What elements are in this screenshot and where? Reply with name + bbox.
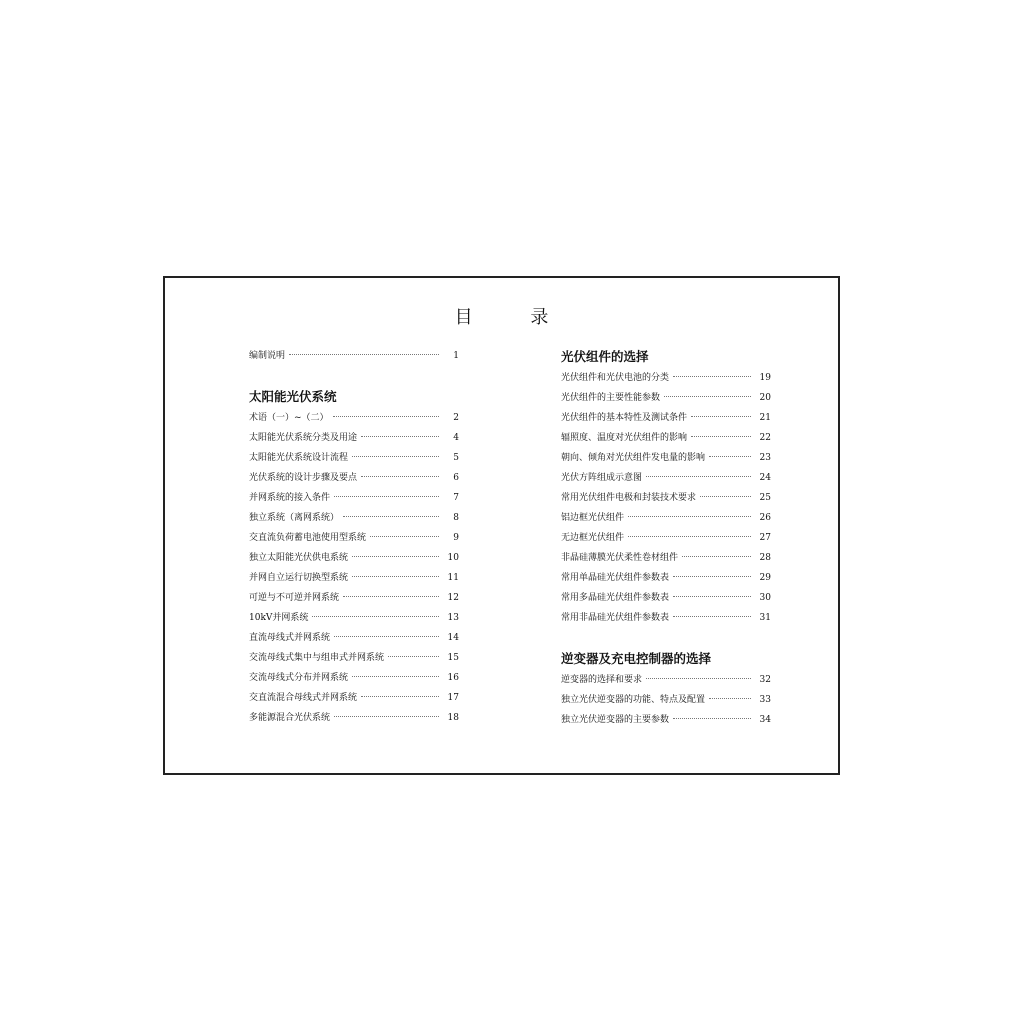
toc-entry[interactable] (249, 608, 459, 628)
toc-entry[interactable] (249, 688, 459, 708)
toc-entry[interactable] (561, 670, 771, 690)
dot-leader (709, 698, 751, 699)
dot-leader (343, 596, 439, 597)
toc-entry-page: 23 (759, 453, 771, 463)
toc-entry-label: 交流母线式分布并网系统 (249, 673, 349, 683)
dot-leader (289, 354, 439, 355)
toc-entry-label: 交直流负荷蓄电池使用型系统 (249, 533, 367, 543)
dot-leader (673, 718, 751, 719)
toc-entry-page: 24 (759, 473, 771, 483)
toc-entry-page: 1 (453, 351, 459, 361)
toc-list-inverter-selection (561, 670, 771, 730)
toc-entry-label: 术语（一）~（二） (249, 413, 329, 423)
toc-entry-page: 27 (759, 533, 771, 543)
toc-right-column (561, 346, 771, 730)
toc-entry-label: 独立太阳能光伏供电系统 (249, 553, 349, 563)
dot-leader (334, 636, 439, 637)
toc-entry[interactable] (249, 568, 459, 588)
toc-entry-label: 朝向、倾角对光伏组件发电量的影响 (561, 453, 706, 463)
toc-entry-page: 9 (453, 533, 459, 543)
dot-leader (709, 456, 751, 457)
dot-leader (370, 536, 439, 537)
toc-list-pv-module-selection (561, 368, 771, 628)
dot-leader (646, 678, 751, 679)
toc-entry-page: 16 (447, 673, 459, 683)
toc-entry-page: 29 (759, 573, 771, 583)
toc-entry-page: 13 (447, 613, 459, 623)
toc-entry-page: 20 (759, 393, 771, 403)
page-title: 目 录 (454, 307, 575, 328)
toc-entry-page: 14 (447, 633, 459, 643)
toc-entry-label: 并网系统的接入条件 (249, 493, 331, 503)
toc-entry[interactable] (249, 468, 459, 488)
toc-entry-page: 2 (453, 413, 459, 423)
toc-entry-label: 逆变器的选择和要求 (561, 675, 643, 685)
dot-leader (646, 476, 751, 477)
toc-entry-label: 太阳能光伏系统分类及用途 (249, 433, 358, 443)
toc-entry-page: 4 (453, 433, 459, 443)
dot-leader (361, 436, 439, 437)
dot-leader (628, 516, 751, 517)
toc-entry-label: 多能源混合光伏系统 (249, 713, 331, 723)
dot-leader (700, 496, 751, 497)
toc-entry[interactable] (561, 408, 771, 428)
toc-entry-page: 33 (759, 695, 771, 705)
dot-leader (343, 516, 439, 517)
toc-entry[interactable] (561, 548, 771, 568)
toc-entry-label: 交流母线式集中与组串式并网系统 (249, 653, 385, 663)
toc-entry-page: 10 (447, 553, 459, 563)
toc-entry-page: 30 (759, 593, 771, 603)
toc-entry-page: 8 (453, 513, 459, 523)
dot-leader (334, 496, 439, 497)
toc-entry-label: 10kV并网系统 (249, 613, 309, 623)
toc-entry[interactable] (249, 528, 459, 548)
toc-entry[interactable] (249, 488, 459, 508)
dot-leader (664, 396, 751, 397)
section-title-solar-pv-system: 太阳能光伏系统 (249, 389, 337, 404)
toc-entry[interactable] (249, 648, 459, 668)
toc-entry-label: 独立光伏逆变器的主要参数 (561, 715, 670, 725)
dot-leader (312, 616, 439, 617)
section-title-inverter-selection: 逆变器及充电控制器的选择 (561, 651, 712, 666)
toc-entry[interactable] (249, 708, 459, 728)
dot-leader (673, 376, 751, 377)
toc-entry[interactable] (561, 488, 771, 508)
toc-entry[interactable] (561, 468, 771, 488)
dot-leader (352, 676, 439, 677)
toc-entry[interactable] (561, 388, 771, 408)
toc-entry-label: 辐照度、温度对光伏组件的影响 (561, 433, 688, 443)
toc-page-frame (163, 276, 840, 775)
dot-leader (691, 416, 751, 417)
toc-entry[interactable] (561, 448, 771, 468)
toc-entry-page: 31 (759, 613, 771, 623)
toc-entry[interactable] (561, 588, 771, 608)
toc-entry-page: 25 (759, 493, 771, 503)
toc-entry-label: 铝边框光伏组件 (561, 513, 625, 523)
toc-entry[interactable] (249, 408, 459, 428)
toc-entry-page: 22 (759, 433, 771, 443)
toc-entry-label: 常用光伏组件电极和封装技术要求 (561, 493, 697, 503)
toc-entry[interactable] (561, 368, 771, 388)
toc-entry-label: 编制说明 (249, 351, 286, 361)
toc-entry[interactable] (561, 608, 771, 628)
toc-left-column (249, 346, 459, 728)
toc-entry[interactable] (561, 690, 771, 710)
toc-entry-label: 无边框光伏组件 (561, 533, 625, 543)
toc-entry-label: 常用非晶硅光伏组件参数表 (561, 613, 670, 623)
toc-entry[interactable] (561, 508, 771, 528)
dot-leader (352, 556, 439, 557)
toc-entry-page: 28 (759, 553, 771, 563)
dot-leader (691, 436, 751, 437)
dot-leader (334, 716, 439, 717)
dot-leader (673, 576, 751, 577)
dot-leader (628, 536, 751, 537)
toc-entry-label: 可逆与不可逆并网系统 (249, 593, 340, 603)
toc-entry-page: 15 (447, 653, 459, 663)
section-title-pv-module-selection: 光伏组件的选择 (561, 349, 649, 364)
toc-entry[interactable] (249, 428, 459, 448)
toc-entry-label: 常用多晶硅光伏组件参数表 (561, 593, 670, 603)
toc-entry-page: 6 (453, 473, 459, 483)
dot-leader (388, 656, 439, 657)
toc-entry-page: 21 (759, 413, 771, 423)
toc-entry-page: 17 (447, 693, 459, 703)
dot-leader (361, 696, 439, 697)
toc-entry-page: 19 (759, 373, 771, 383)
dot-leader (352, 576, 439, 577)
toc-list-solar-pv-system (249, 408, 459, 728)
toc-entry-page: 5 (453, 453, 459, 463)
toc-entry-label: 光伏组件和光伏电池的分类 (561, 373, 670, 383)
toc-entry[interactable] (561, 428, 771, 448)
toc-entry-intro[interactable] (249, 346, 459, 366)
dot-leader (352, 456, 439, 457)
toc-entry[interactable] (561, 710, 771, 730)
toc-entry-label: 独立光伏逆变器的功能、特点及配置 (561, 695, 706, 705)
toc-entry-label: 非晶硅薄膜光伏柔性卷材组件 (561, 553, 679, 563)
toc-entry[interactable] (249, 548, 459, 568)
dot-leader (673, 596, 751, 597)
toc-entry-label: 常用单晶硅光伏组件参数表 (561, 573, 670, 583)
toc-entry-label: 并网自立运行切换型系统 (249, 573, 349, 583)
toc-entry-page: 34 (759, 715, 771, 725)
toc-entry-label: 交直流混合母线式并网系统 (249, 693, 358, 703)
dot-leader (361, 476, 439, 477)
toc-entry[interactable] (561, 568, 771, 588)
toc-entry[interactable] (249, 508, 459, 528)
toc-entry-page: 12 (447, 593, 459, 603)
toc-entry-label: 光伏系统的设计步骤及要点 (249, 473, 358, 483)
toc-entry[interactable] (249, 588, 459, 608)
dot-leader (682, 556, 751, 557)
toc-entry[interactable] (249, 628, 459, 648)
dot-leader (333, 416, 439, 417)
toc-entry-page: 7 (453, 493, 459, 503)
toc-entry-page: 18 (447, 713, 459, 723)
toc-entry-label: 直流母线式并网系统 (249, 633, 331, 643)
toc-entry-page: 11 (447, 573, 459, 583)
toc-entry[interactable] (249, 668, 459, 688)
dot-leader (673, 616, 751, 617)
toc-entry-label: 太阳能光伏系统设计流程 (249, 453, 349, 463)
toc-entry-label: 独立系统（离网系统） (249, 513, 340, 523)
toc-entry-label: 光伏组件的基本特性及测试条件 (561, 413, 688, 423)
toc-entry-label: 光伏方阵组成示意图 (561, 473, 643, 483)
toc-entry[interactable] (561, 528, 771, 548)
toc-entry-page: 32 (759, 675, 771, 685)
toc-entry-page: 26 (759, 513, 771, 523)
toc-entry-label: 光伏组件的主要性能参数 (561, 393, 661, 403)
toc-entry[interactable] (249, 448, 459, 468)
